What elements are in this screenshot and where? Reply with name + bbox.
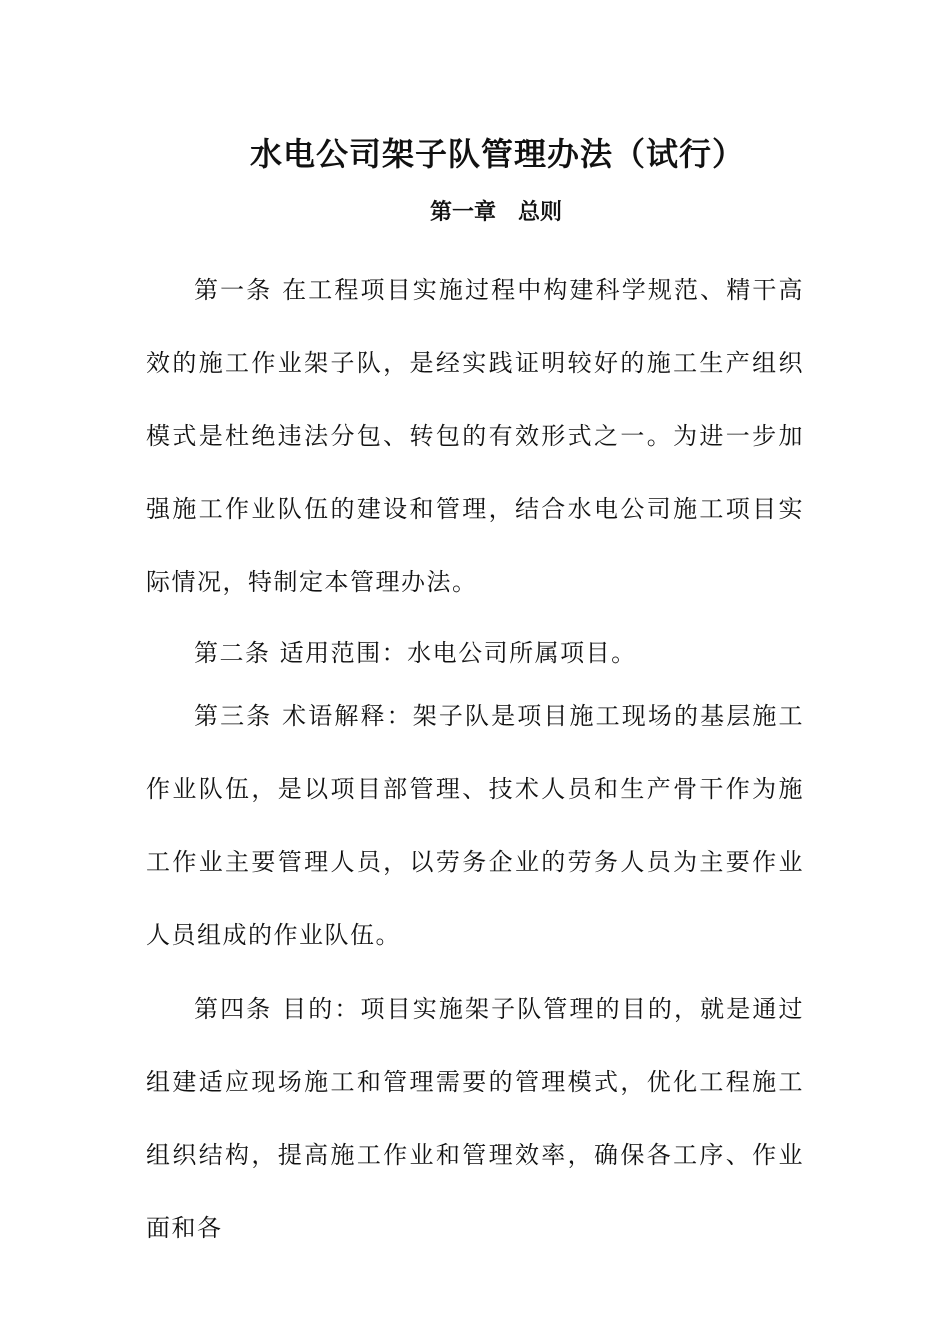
article-4-label: 第四条 <box>194 995 273 1023</box>
document-title: 水电公司架子队管理办法（试行） <box>250 135 746 173</box>
article-4-text: 目的：项目实施架子队管理的目的，就是通过组建适应现场施工和管理需要的管理模式，优化工程施工组织结构，提高施工作业和管理效率，确保各工序、作业面和各 <box>146 995 805 1242</box>
article-4 <box>146 973 804 1265</box>
article-1-label: 第一条 <box>194 276 273 304</box>
article-1 <box>146 254 804 619</box>
article-2-text: 适用范围：水电公司所属项目。 <box>279 639 637 667</box>
article-3 <box>146 680 804 972</box>
article-2 <box>146 629 804 677</box>
chapter-heading: 第一章 总则 <box>430 200 563 225</box>
article-3-label: 第三条 <box>194 702 273 730</box>
article-1-text: 在工程项目实施过程中构建科学规范、精干高效的施工作业架子队，是经实践证明较好的施工生产组织模式是杜绝违法分包、转包的有效形式之一。为进一步加强施工作业队伍的建设和管理，结合水电公司施工项目实际情况，特制定本管理办法。 <box>146 276 805 596</box>
article-3-text: 术语解释：架子队是项目施工现场的基层施工作业队伍，是以项目部管理、技术人员和生产骨干作为施工作业主要管理人员，以劳务企业的劳务人员为主要作业人员组成的作业队伍。 <box>146 702 805 949</box>
article-2-label: 第二条 <box>194 639 271 667</box>
